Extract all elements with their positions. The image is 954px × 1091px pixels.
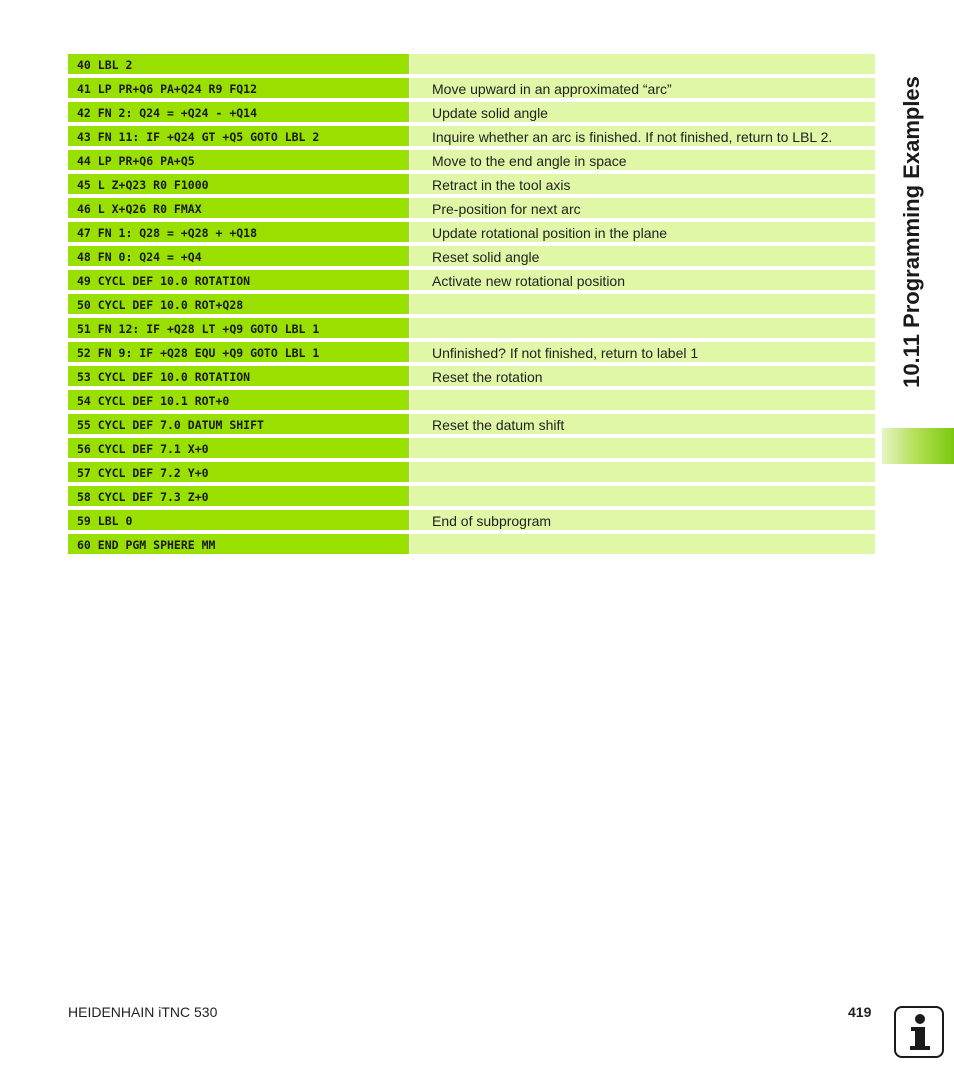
description-cell: Move upward in an approximated “arc”	[410, 78, 875, 100]
table-row	[68, 390, 875, 414]
description-cell	[410, 462, 875, 484]
nc-code-cell: 45 L Z+Q23 R0 F1000	[68, 174, 409, 196]
table-row	[68, 462, 875, 486]
section-title-text: 10.11 Programming Examples	[899, 76, 924, 388]
nc-code-cell: 42 FN 2: Q24 = +Q24 - +Q14	[68, 102, 409, 124]
nc-code-cell: 57 CYCL DEF 7.2 Y+0	[68, 462, 409, 484]
description-cell: Inquire whether an arc is finished. If not finished, return to LBL 2.	[410, 126, 875, 148]
table-row	[68, 222, 875, 246]
table-row	[68, 318, 875, 342]
nc-code-cell: 60 END PGM SPHERE MM	[68, 534, 409, 556]
table-row	[68, 486, 875, 510]
footer-product-name: HEIDENHAIN iTNC 530	[68, 1004, 218, 1020]
table-row	[68, 342, 875, 366]
nc-code-cell: 55 CYCL DEF 7.0 DATUM SHIFT	[68, 414, 409, 436]
table-row	[68, 510, 875, 534]
table-row	[68, 246, 875, 270]
description-cell: Reset the rotation	[410, 366, 875, 388]
table-row	[68, 294, 875, 318]
description-cell	[410, 390, 875, 412]
description-cell: Reset the datum shift	[410, 414, 875, 436]
nc-code-cell: 58 CYCL DEF 7.3 Z+0	[68, 486, 409, 508]
nc-code-cell: 49 CYCL DEF 10.0 ROTATION	[68, 270, 409, 292]
description-cell: Move to the end angle in space	[410, 150, 875, 172]
description-cell: Activate new rotational position	[410, 270, 875, 292]
nc-code-cell: 47 FN 1: Q28 = +Q28 + +Q18	[68, 222, 409, 244]
table-row	[68, 198, 875, 222]
table-row	[68, 270, 875, 294]
nc-code-cell: 50 CYCL DEF 10.0 ROT+Q28	[68, 294, 409, 316]
table-row	[68, 174, 875, 198]
description-cell	[410, 54, 875, 76]
table-row	[68, 414, 875, 438]
description-cell: Pre-position for next arc	[410, 198, 875, 220]
nc-code-cell: 40 LBL 2	[68, 54, 409, 76]
table-row	[68, 54, 875, 78]
table-row	[68, 126, 875, 150]
info-icon	[894, 1006, 944, 1058]
nc-code-cell: 53 CYCL DEF 10.0 ROTATION	[68, 366, 409, 388]
nc-code-cell: 52 FN 9: IF +Q28 EQU +Q9 GOTO LBL 1	[68, 342, 409, 364]
table-row	[68, 102, 875, 126]
page-number: 419	[848, 1004, 872, 1020]
table-row	[68, 78, 875, 102]
description-cell: Reset solid angle	[410, 246, 875, 268]
nc-code-cell: 46 L X+Q26 R0 FMAX	[68, 198, 409, 220]
table-row	[68, 150, 875, 174]
program-listing-table	[68, 54, 875, 558]
description-cell: Update rotational position in the plane	[410, 222, 875, 244]
nc-code-cell: 43 FN 11: IF +Q24 GT +Q5 GOTO LBL 2	[68, 126, 409, 148]
description-cell: Update solid angle	[410, 102, 875, 124]
nc-code-cell: 54 CYCL DEF 10.1 ROT+0	[68, 390, 409, 412]
section-tab-marker	[882, 428, 954, 464]
table-row	[68, 534, 875, 558]
description-cell	[410, 318, 875, 340]
description-cell: Retract in the tool axis	[410, 174, 875, 196]
table-row	[68, 366, 875, 390]
table-row	[68, 438, 875, 462]
description-cell: End of subprogram	[410, 510, 875, 532]
nc-code-cell: 44 LP PR+Q6 PA+Q5	[68, 150, 409, 172]
description-cell: Unfinished? If not finished, return to label 1	[410, 342, 875, 364]
nc-code-cell: 41 LP PR+Q6 PA+Q24 R9 FQ12	[68, 78, 409, 100]
nc-code-cell: 56 CYCL DEF 7.1 X+0	[68, 438, 409, 460]
description-cell	[410, 534, 875, 556]
section-title-vertical	[893, 52, 931, 412]
nc-code-cell: 59 LBL 0	[68, 510, 409, 532]
description-cell	[410, 294, 875, 316]
description-cell	[410, 438, 875, 460]
description-cell	[410, 486, 875, 508]
nc-code-cell: 48 FN 0: Q24 = +Q4	[68, 246, 409, 268]
nc-code-cell: 51 FN 12: IF +Q28 LT +Q9 GOTO LBL 1	[68, 318, 409, 340]
